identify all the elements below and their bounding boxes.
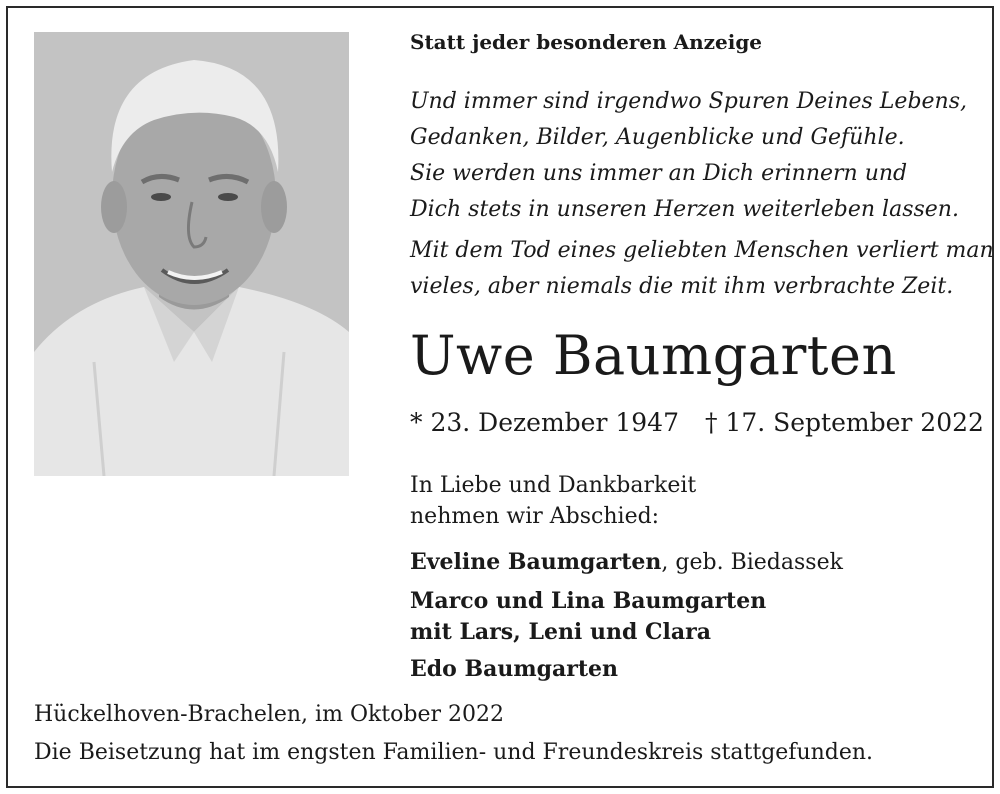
spouse-maiden-name: , geb. Biedassek [661, 550, 843, 575]
announcement-lead: Statt jeder besonderen Anzeige [410, 30, 763, 54]
farewell-line: In Liebe und Dankbarkeit [410, 473, 697, 498]
family-children [410, 586, 766, 648]
poem-line: Sie werden uns immer an Dich erinnern und [410, 161, 908, 186]
farewell-line: nehmen wir Abschied: [410, 504, 660, 529]
family-spouse [410, 547, 843, 578]
portrait-illustration [34, 32, 349, 476]
sibling-name: Edo Baumgarten [410, 656, 618, 682]
poem-line: Und immer sind irgendwo Spuren Deines Lebens, [410, 89, 967, 114]
grandchildren-line: mit Lars, Leni und Clara [410, 619, 711, 645]
poem-line: Mit dem Tod eines geliebten Menschen verliert man [410, 238, 994, 263]
farewell-text [410, 470, 696, 532]
spouse-name: Eveline Baumgarten [410, 549, 662, 575]
burial-note: Die Beisetzung hat im engsten Familien- und Freundeskreis stattgefunden. [34, 740, 874, 765]
poem-stanza-1 [410, 84, 967, 228]
poem-stanza-2 [410, 233, 994, 305]
deceased-name: Uwe Baumgarten [410, 324, 897, 387]
portrait-photo [34, 32, 349, 476]
place-and-date: Hückelhoven-Brachelen, im Oktober 2022 [34, 702, 504, 727]
death-date: † 17. September 2022 [704, 408, 984, 437]
children-line: Marco und Lina Baumgarten [410, 588, 767, 614]
birth-date: * 23. Dezember 1947 [410, 408, 679, 437]
family-sibling [410, 654, 618, 685]
poem-line: vieles, aber niemals die mit ihm verbrachte Zeit. [410, 274, 954, 299]
life-dates [410, 408, 984, 437]
poem-line: Dich stets in unseren Herzen weiterleben lassen. [410, 197, 959, 222]
poem-line: Gedanken, Bilder, Augenblicke und Gefühle. [410, 125, 905, 150]
